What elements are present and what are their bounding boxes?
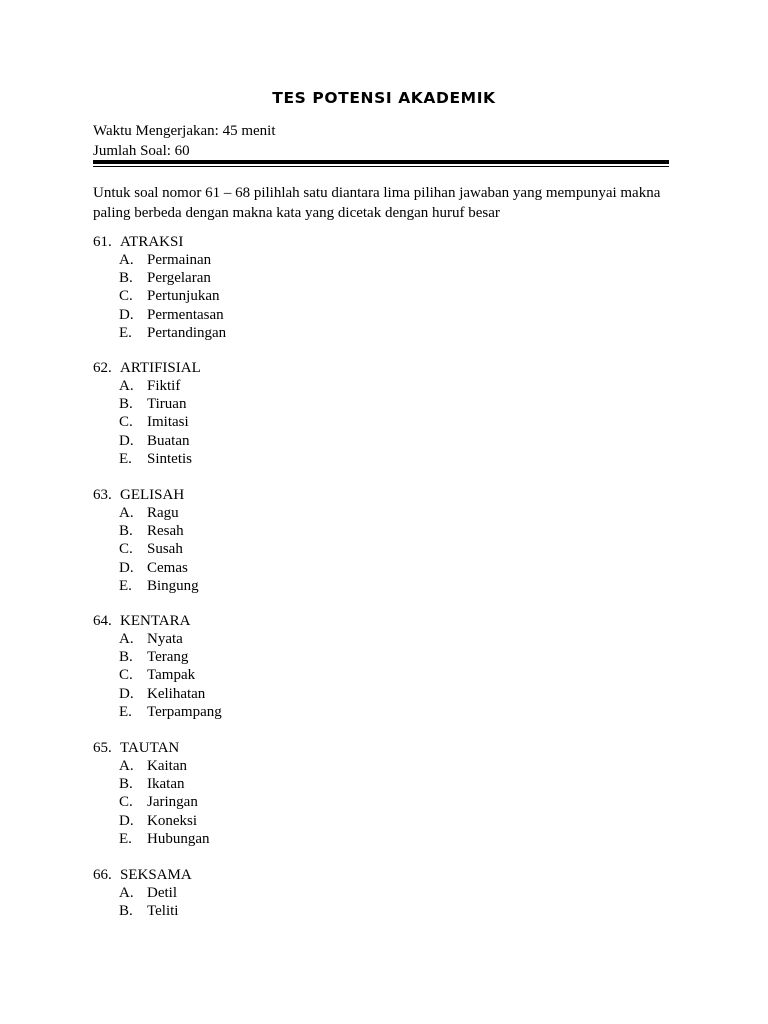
instruction-text: Untuk soal nomor 61 – 68 pilihlah satu diantara lima pilihan jawaban yang mempunyai makna paling berbeda dengan makna kata yang dicetak dengan huruf besar: [93, 185, 661, 221]
option-letter: D.: [119, 812, 134, 829]
option-b: [93, 775, 210, 793]
question-word: ARTIFISIAL: [120, 360, 201, 376]
question-number: 65.: [93, 740, 112, 756]
option-text: Kelihatan: [147, 685, 206, 702]
option-text: Fiktif: [147, 378, 181, 394]
question-number: 61.: [93, 234, 112, 250]
option-letter: C.: [119, 541, 133, 558]
option-text: Kaitan: [147, 758, 187, 774]
option-text: Pergelaran: [147, 270, 211, 287]
option-letter: E.: [119, 703, 132, 720]
option-letter: B.: [119, 523, 133, 540]
question-66: [93, 866, 192, 920]
option-a: [93, 884, 192, 902]
option-text: Detil: [147, 885, 177, 901]
option-a: [93, 377, 201, 395]
option-a: [93, 757, 210, 775]
option-c: [93, 413, 201, 431]
option-letter: D.: [119, 306, 134, 323]
option-d: [93, 306, 226, 324]
option-letter: D.: [119, 685, 134, 702]
option-text: Sintetis: [147, 450, 193, 467]
question-64: [93, 612, 222, 721]
option-text: Buatan: [147, 432, 190, 449]
option-c: [93, 666, 222, 684]
option-text: Cemas: [147, 559, 188, 576]
option-letter: C.: [119, 414, 133, 431]
option-c: [93, 540, 199, 558]
option-text: Terang: [147, 649, 189, 666]
question-62: [93, 359, 201, 468]
question-number: 64.: [93, 613, 112, 629]
question-61: [93, 233, 226, 342]
option-b: [93, 648, 222, 666]
option-d: [93, 812, 210, 830]
option-text: Ragu: [147, 505, 179, 521]
option-text: Teliti: [147, 903, 179, 920]
option-letter: A.: [119, 252, 134, 268]
option-text: Koneksi: [147, 812, 197, 829]
option-text: Tampak: [147, 667, 196, 684]
option-text: Jaringan: [147, 794, 198, 811]
option-letter: C.: [119, 288, 133, 305]
option-e: [93, 577, 199, 595]
option-list: [93, 377, 201, 468]
option-c: [93, 793, 210, 811]
option-b: [93, 395, 201, 413]
question-header: [93, 486, 199, 504]
option-letter: B.: [119, 649, 133, 666]
option-text: Terpampang: [147, 703, 222, 720]
option-letter: E.: [119, 450, 132, 467]
option-text: Resah: [147, 523, 184, 540]
option-letter: A.: [119, 505, 134, 521]
document-title: TES POTENSI AKADEMIK: [272, 89, 496, 107]
option-e: [93, 703, 222, 721]
option-b: [93, 902, 192, 920]
question-63: [93, 486, 199, 595]
option-list: [93, 251, 226, 342]
option-list: [93, 504, 199, 595]
option-d: [93, 559, 199, 577]
option-letter: A.: [119, 885, 134, 901]
option-letter: D.: [119, 432, 134, 449]
question-number: 62.: [93, 360, 112, 376]
question-word: ATRAKSI: [120, 234, 184, 250]
option-text: Tiruan: [147, 396, 187, 413]
option-a: [93, 504, 199, 522]
option-d: [93, 432, 201, 450]
option-letter: B.: [119, 270, 133, 287]
option-b: [93, 269, 226, 287]
option-letter: C.: [119, 667, 133, 684]
time-allowed: Waktu Mengerjakan: 45 menit: [93, 123, 276, 139]
option-letter: B.: [119, 903, 133, 920]
option-letter: B.: [119, 396, 133, 413]
option-text: Permainan: [147, 252, 212, 268]
option-list: [93, 630, 222, 721]
question-header: [93, 233, 226, 251]
option-e: [93, 450, 201, 468]
question-count: Jumlah Soal: 60: [93, 143, 190, 159]
option-letter: E.: [119, 577, 132, 594]
option-text: Pertandingan: [147, 324, 227, 341]
option-letter: A.: [119, 378, 134, 394]
question-word: TAUTAN: [120, 740, 180, 756]
question-header: [93, 866, 192, 884]
option-e: [93, 324, 226, 342]
option-letter: E.: [119, 324, 132, 341]
option-text: Susah: [147, 541, 183, 558]
header-divider-thin: [93, 166, 669, 167]
question-65: [93, 739, 210, 848]
question-header: [93, 359, 201, 377]
option-letter: E.: [119, 830, 132, 847]
option-letter: A.: [119, 758, 134, 774]
option-a: [93, 630, 222, 648]
option-a: [93, 251, 226, 269]
option-letter: C.: [119, 794, 133, 811]
option-text: Ikatan: [147, 776, 185, 793]
header-divider-thick: [93, 160, 669, 164]
option-text: Imitasi: [147, 414, 189, 431]
option-b: [93, 522, 199, 540]
option-letter: A.: [119, 631, 134, 647]
question-number: 63.: [93, 487, 112, 503]
question-word: SEKSAMA: [120, 867, 192, 883]
option-d: [93, 685, 222, 703]
option-text: Permentasan: [147, 306, 224, 323]
option-text: Bingung: [147, 577, 199, 594]
option-text: Pertunjukan: [147, 288, 220, 305]
question-number: 66.: [93, 867, 112, 883]
option-text: Nyata: [147, 631, 183, 647]
question-word: KENTARA: [120, 613, 191, 629]
option-c: [93, 287, 226, 305]
question-header: [93, 739, 210, 757]
option-e: [93, 830, 210, 848]
option-text: Hubungan: [147, 830, 210, 847]
question-header: [93, 612, 222, 630]
option-letter: B.: [119, 776, 133, 793]
option-list: [93, 757, 210, 848]
question-word: GELISAH: [120, 487, 185, 503]
option-letter: D.: [119, 559, 134, 576]
option-list: [93, 884, 192, 920]
